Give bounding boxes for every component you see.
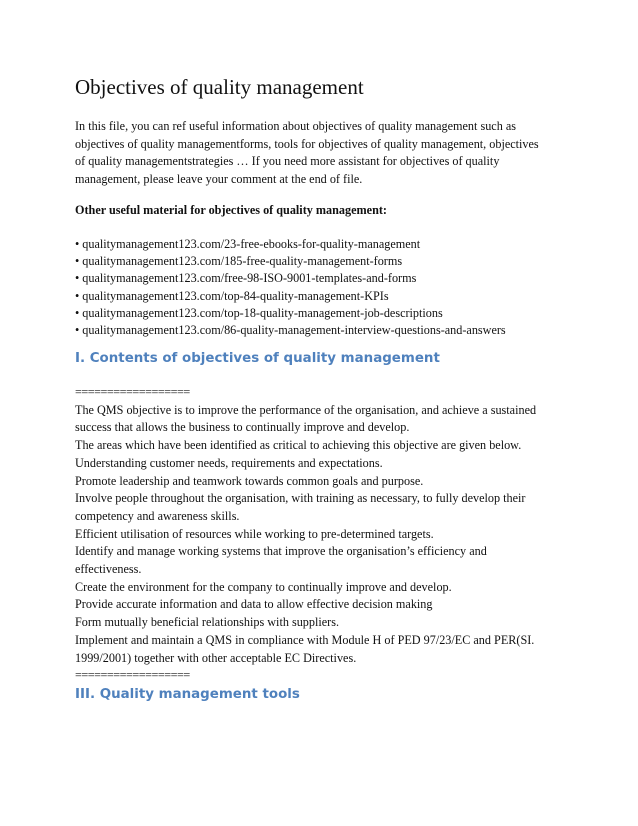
body-line: competency and awareness skills. [75,508,240,523]
list-item[interactable] [75,305,506,322]
list-item[interactable] [75,288,506,305]
body-line: 1999/2001) together with other acceptable EC Directives. [75,650,357,665]
list-item[interactable] [75,270,506,287]
body-line: The areas which have been identified as critical to achieving this objective are given below. [75,438,522,453]
contents-body [75,384,565,685]
intro-line: objectives of quality managementforms, tools for objectives of quality management, objectives [75,136,539,151]
list-item[interactable] [75,253,506,270]
body-line: Involve people throughout the organisation, with training as necessary, to fully develop their [75,491,526,506]
divider-top: ================== [75,385,190,399]
intro-paragraph [75,118,565,189]
divider-bottom: ================== [75,668,190,683]
body-line: The QMS objective is to improve the performance of the organisation, and achieve a sustained [75,402,537,417]
bullet-icon: • [75,254,80,269]
document-title: Objectives of quality management [75,75,364,99]
useful-links-list [75,236,506,339]
link-text[interactable]: qualitymanagement123.com/top-18-quality-management-job-descriptions [82,305,443,320]
link-text[interactable]: qualitymanagement123.com/185-free-quality-management-forms [82,254,403,269]
link-text[interactable]: qualitymanagement123.com/23-free-ebooks-for-quality-management [82,237,421,251]
body-line: Identify and manage working systems that improve the organisation’s efficiency and [75,544,487,559]
body-line: Create the environment for the company to continually improve and develop. [75,579,452,594]
link-text[interactable]: qualitymanagement123.com/top-84-quality-management-KPIs [82,288,389,303]
bullet-icon: • [75,271,80,286]
list-item[interactable] [75,236,506,253]
body-line: Understanding customer needs, requirements and expectations. [75,455,383,470]
bullet-icon: • [75,288,80,303]
intro-line: In this file, you can ref useful information about objectives of quality management such as [75,119,516,133]
bullet-icon: • [75,237,80,251]
intro-line: of quality managementstrategies … If you need more assistant for objectives of quality [75,154,500,169]
link-text[interactable]: qualitymanagement123.com/86-quality-management-interview-questions-and-answers [82,323,506,338]
bullet-icon: • [75,323,80,338]
list-item[interactable] [75,322,506,339]
body-line: Provide accurate information and data to allow effective decision making [75,597,433,612]
intro-line: management, please leave your comment at the end of file. [75,172,363,187]
body-line: Implement and maintain a QMS in compliance with Module H of PED 97/23/EC and PER(SI. [75,632,535,647]
body-line: Efficient utilisation of resources while working to pre-determined targets. [75,526,434,541]
section-heading-contents: I. Contents of objectives of quality management [75,351,440,366]
other-material-heading: Other useful material for objectives of quality management: [75,203,387,217]
bullet-icon: • [75,305,80,320]
link-text[interactable]: qualitymanagement123.com/free-98-ISO-9001-templates-and-forms [82,271,417,286]
body-line: Promote leadership and teamwork towards common goals and purpose. [75,473,424,488]
body-line: success that allows the business to continually improve and develop. [75,420,410,435]
section-heading-tools: III. Quality management tools [75,687,300,702]
body-line: effectiveness. [75,562,142,577]
body-line: Form mutually beneficial relationships with suppliers. [75,615,340,630]
